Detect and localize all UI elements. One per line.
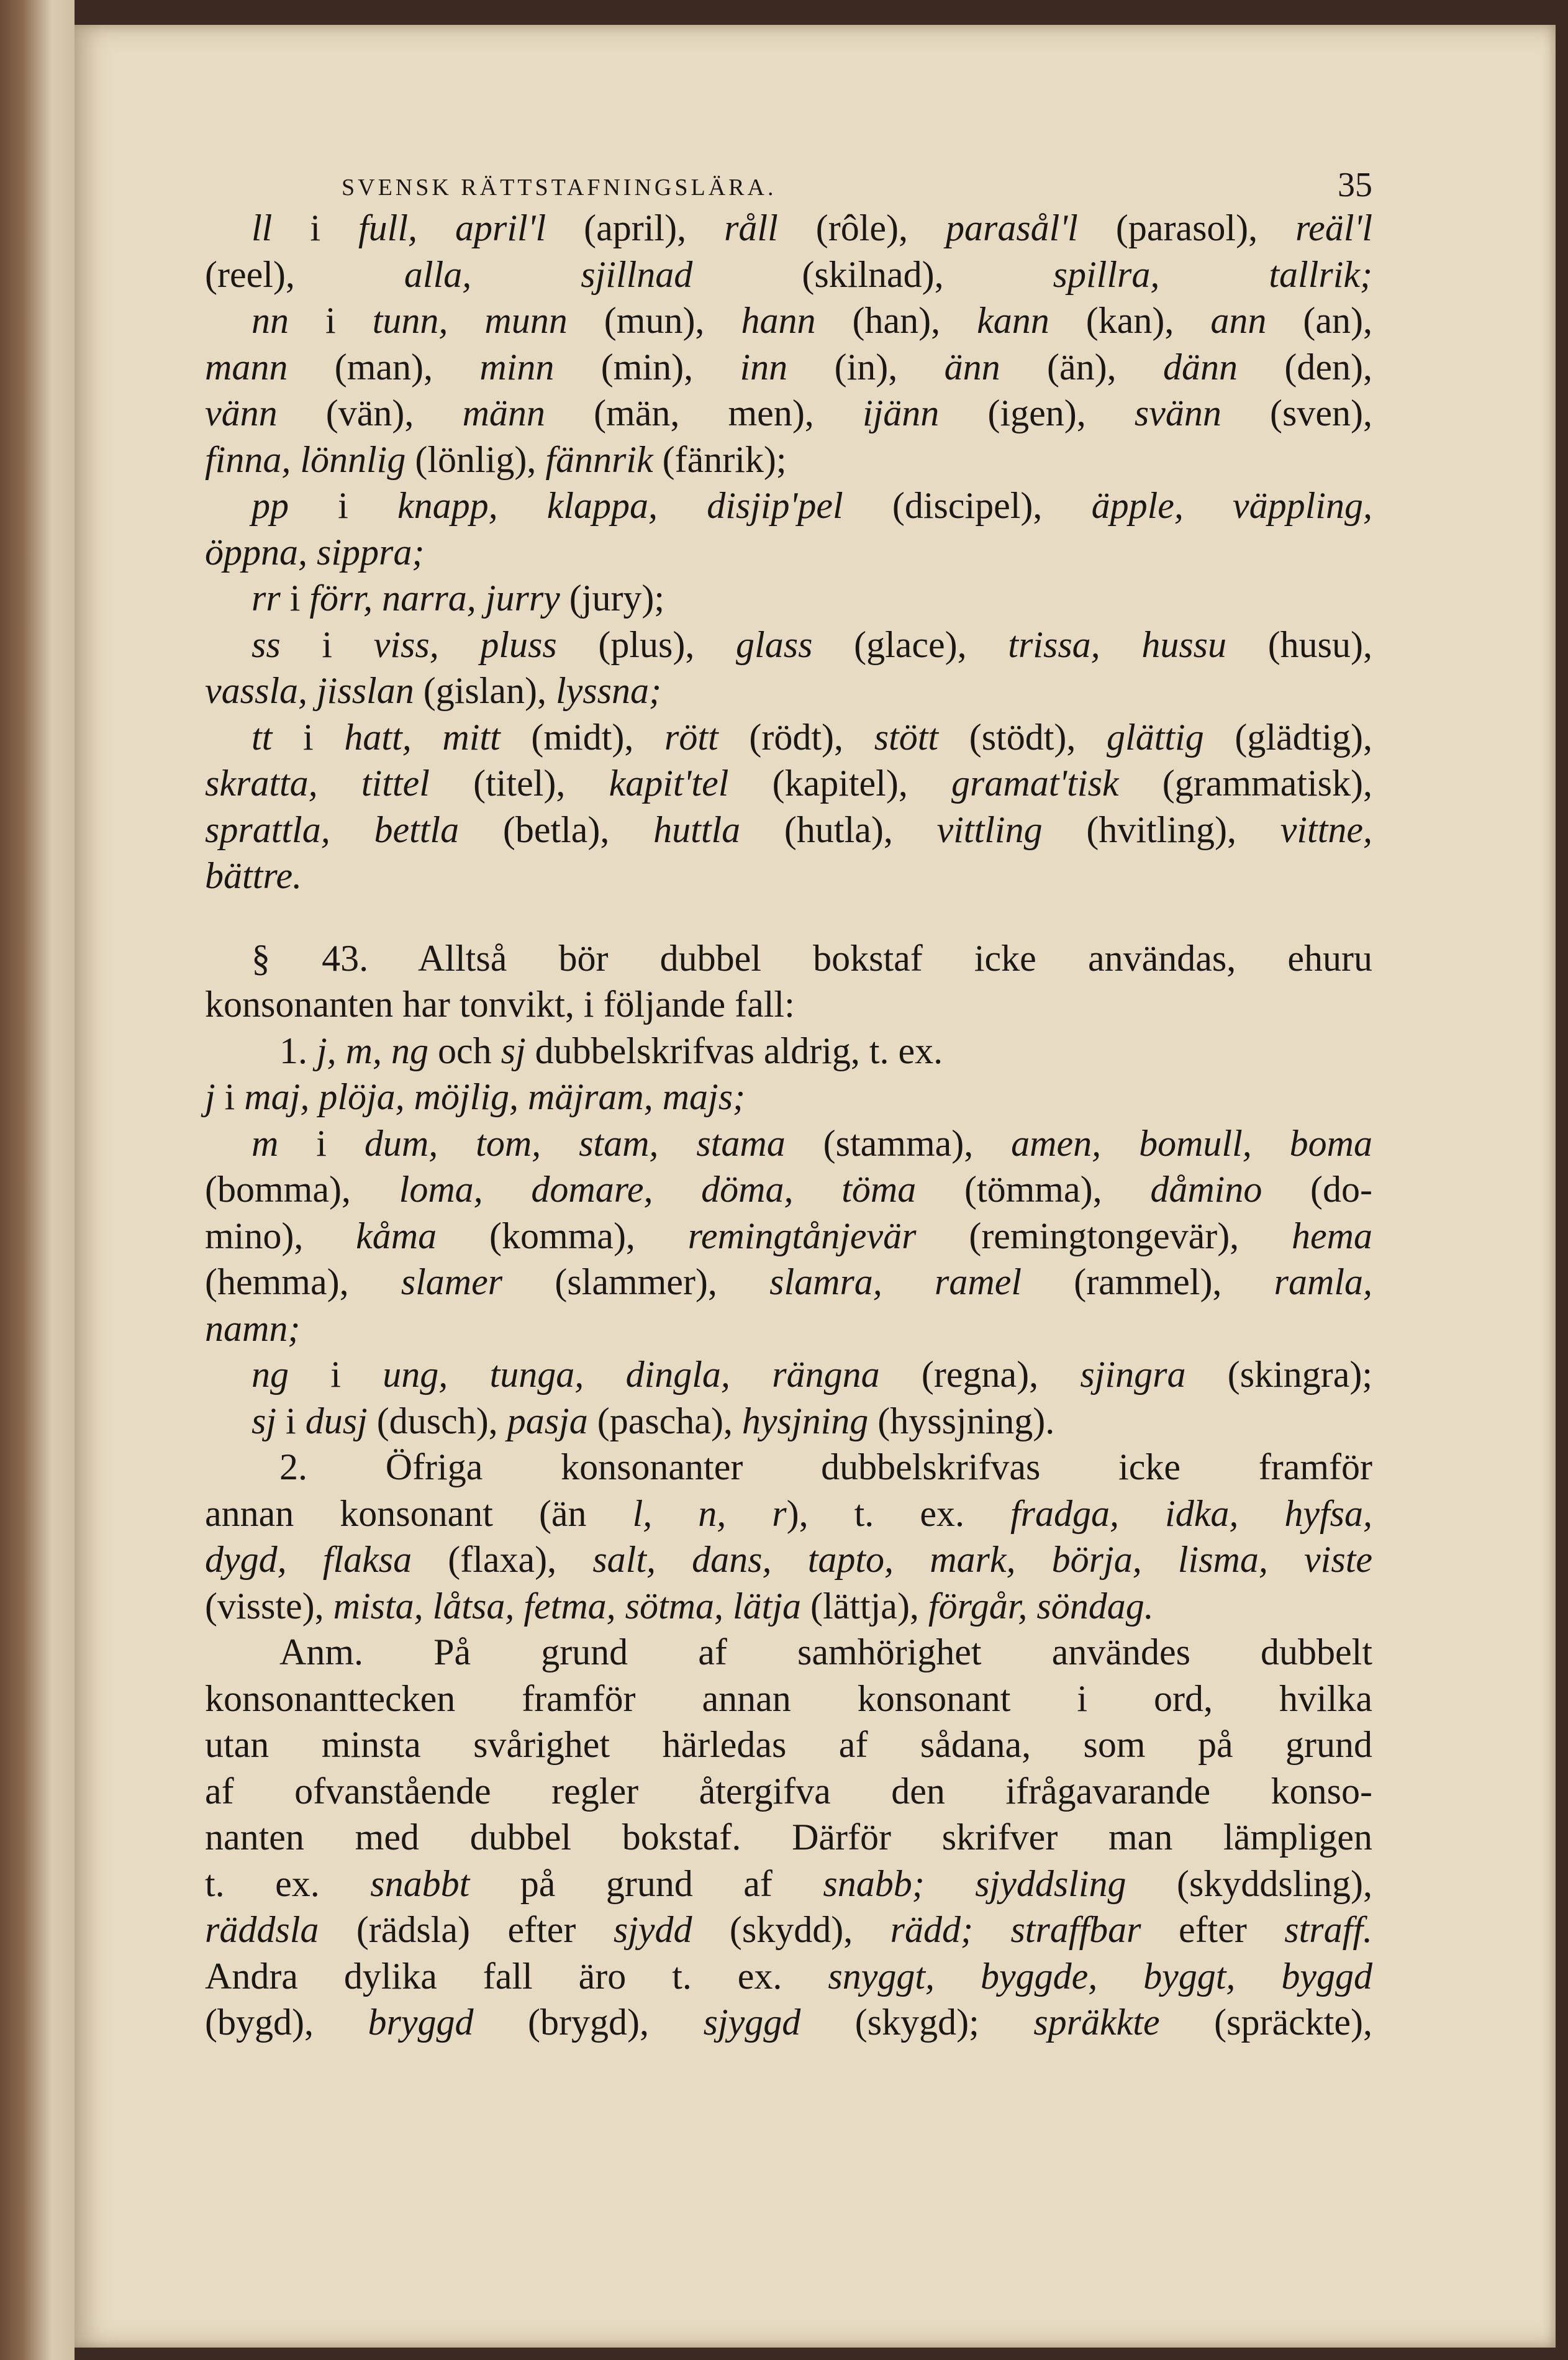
- text-line: 1. j, m, ng och sj dubbelskrifvas aldrig, t. ex.: [279, 1030, 943, 1071]
- text-line: vassla, jisslan (gislan), lyssna;: [205, 670, 661, 711]
- text-line: pp i knapp, klappa, disjip'pel (discipel), äpple, väppling,: [252, 485, 1372, 526]
- text-line: skratta, tittel (titel), kapit'tel (kapitel), gramat'tisk (grammatisk),: [205, 763, 1373, 804]
- text-line: Andra dylika fall äro t. ex. snyggt, byggde, byggt, byggd: [205, 1955, 1372, 1997]
- text-body: [205, 205, 1372, 2046]
- text-line: mino), kåma (komma), remingtånjevär (remingtongevär), hema: [205, 1215, 1372, 1256]
- text-line: annan konsonant (än l, n, r), t. ex. fradga, idka, hyfsa,: [205, 1492, 1372, 1534]
- text-line: sj i dusj (dusch), pasja (pascha), hysjning (hyssjning).: [252, 1400, 1055, 1441]
- text-line: ll i full, april'l (april), råll (rôle), parasål'l (parasol), reäl'l: [252, 207, 1372, 248]
- text-line: mann (man), minn (min), inn (in), änn (än), dänn (den),: [205, 346, 1373, 388]
- text-line: rr i förr, narra, jurry (jury);: [252, 578, 665, 619]
- text-line: ss i viss, pluss (plus), glass (glace), trissa, hussu (husu),: [252, 624, 1373, 665]
- text-line: utan minsta svårighet härledas af sådana, som på grund: [205, 1724, 1372, 1765]
- text-line: t. ex. snabbt på grund af snabb; sjyddsling (skyddsling),: [205, 1863, 1372, 1904]
- text-line: j i maj, plöja, möjlig, mäjram, majs;: [205, 1076, 746, 1117]
- page-number: 35: [1338, 166, 1372, 204]
- text-line: 2. Öfriga konsonanter dubbelskrifvas icke framför: [279, 1446, 1372, 1487]
- text-line: vänn (vän), männ (män, men), ijänn (igen), svänn (sven),: [205, 393, 1372, 433]
- text-line: m i dum, tom, stam, stama (stamma), amen, bomull, boma: [252, 1122, 1372, 1164]
- text-line: tt i hatt, mitt (midt), rött (rödt), stött (stödt), glättig (glädtig),: [252, 716, 1373, 758]
- text-line: (bomma), loma, domare, döma, töma (tömma), dåmino (do-: [205, 1169, 1372, 1210]
- book-page: [75, 25, 1556, 2348]
- text-line: (reel), alla, sjillnad (skilnad), spillra, tallrik;: [205, 253, 1373, 295]
- text-line: bättre.: [205, 855, 302, 896]
- text-line: räddsla (rädsla) efter sjydd (skydd), rädd; straffbar efter straff.: [205, 1909, 1372, 1950]
- text-line: Anm. På grund af samhörighet användes dubbelt: [279, 1632, 1372, 1672]
- running-head: [205, 149, 1372, 205]
- text-line: namn;: [205, 1307, 301, 1349]
- paragraph-gap: [205, 899, 1372, 935]
- text-line: nanten med dubbel bokstaf. Därför skrifver man lämpligen: [205, 1817, 1372, 1858]
- running-head-title: SVENSK RÄTTSTAFNINGSLÄRA.: [342, 175, 777, 201]
- text-line: af ofvanstående regler återgifva den ifrågavarande konso-: [205, 1770, 1372, 1812]
- page-content: [205, 149, 1372, 2046]
- text-line: (hemma), slamer (slammer), slamra, ramel (rammel), ramla,: [205, 1261, 1372, 1302]
- book-spine: [0, 0, 75, 2360]
- text-line: öppna, sippra;: [205, 531, 425, 573]
- text-line: nn i tunn, munn (mun), hann (han), kann (kan), ann (an),: [252, 300, 1373, 341]
- text-line: konsonanttecken framför annan konsonant i ord, hvilka: [205, 1677, 1372, 1719]
- text-line: (bygd), bryggd (brygd), sjyggd (skygd); spräkkte (spräckte),: [205, 2002, 1372, 2043]
- text-line: sprattla, bettla (betla), huttla (hutla), vittling (hvitling), vittne,: [205, 809, 1373, 850]
- text-line: konsonanten har tonvikt, i följande fall:: [205, 984, 795, 1025]
- text-line: dygd, flaksa (flaxa), salt, dans, tapto, mark, börja, lisma, viste: [205, 1539, 1372, 1580]
- text-line: finna, lönnlig (lönlig), fännrik (fänrik);: [205, 438, 787, 480]
- text-line: § 43. Alltså bör dubbel bokstaf icke användas, ehuru: [252, 937, 1372, 979]
- text-line: (visste), mista, låtsa, fetma, sötma, lätja (lättja), förgår, söndag.: [205, 1585, 1154, 1627]
- text-line: ng i ung, tunga, dingla, rängna (regna), sjingra (skingra);: [252, 1354, 1373, 1395]
